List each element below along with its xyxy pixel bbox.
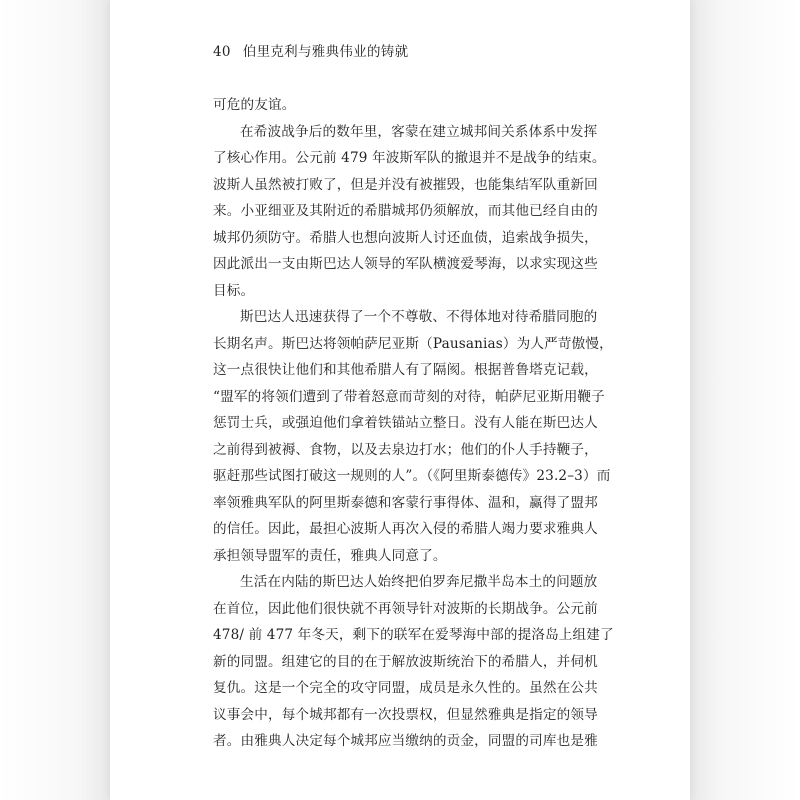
text-line: 可危的友谊。	[213, 97, 296, 113]
text-line: 在首位，因此他们很快就不再领导针对波斯的长期战争。公元前	[213, 600, 598, 617]
text-line: 城邦仍须防守。希腊人也想向波斯人讨还血债，追索战争损失，	[213, 229, 598, 246]
running-title: 伯里克利与雅典伟业的铸就	[242, 44, 409, 60]
text-line: 复仇。这是一个完全的攻守同盟，成员是永久性的。虽然在公共	[213, 680, 598, 696]
text-line: 新的同盟。组建它的目的在于解放波斯统治下的希腊人，并伺机	[213, 653, 598, 670]
text-line: 了核心作用。公元前 479 年波斯军队的撤退并不是战争的结束。	[213, 150, 606, 166]
running-header	[213, 40, 408, 60]
text-line: 目标。	[213, 282, 255, 299]
text-line: 承担领导盟军的责任，雅典人同意了。	[213, 547, 447, 564]
text-line: 议事会中，每个城邦都有一次投票权，但显然雅典是指定的领导	[213, 706, 598, 723]
page-number: 40	[213, 44, 231, 60]
text-line: 斯巴达人迅速获得了一个不尊敬、不得体地对待希腊同胞的	[240, 309, 598, 325]
text-line: 因此派出一支由斯巴达人领导的军队横渡爱琴海，以求实现这些	[213, 256, 598, 272]
text-line: “盟军的将领们遭到了带着怒意而苛刻的对待，帕萨尼亚斯用鞭子	[213, 388, 605, 405]
right-page-gutter	[690, 0, 800, 800]
text-line: 惩罚士兵，或强迫他们拿着铁锚站立整日。没有人能在斯巴达人	[213, 415, 598, 431]
text-line: 波斯人虽然被打败了，但是并没有被摧毁，也能集结军队重新回	[213, 176, 598, 193]
text-line: 来。小亚细亚及其附近的希腊城邦仍须解放，而其他已经自由的	[213, 203, 598, 219]
body-text	[213, 92, 614, 755]
text-line: 在希波战争后的数年里，客蒙在建立城邦间关系体系中发挥	[240, 123, 598, 140]
text-line: 长期名声。斯巴达将领帕萨尼亚斯（Pausanias）为人严苛傲慢，	[213, 335, 613, 352]
text-line: 生活在内陆的斯巴达人始终把伯罗奔尼撒半岛本土的问题放	[240, 574, 598, 590]
text-line: 的信任。因此，最担心波斯人再次入侵的希腊人竭力要求雅典人	[213, 521, 598, 537]
text-line: 之前得到被褥、食物，以及去泉边打水；他们的仆人手持鞭子，	[213, 441, 598, 458]
text-line: 率领雅典军队的阿里斯泰德和客蒙行事得体、温和，赢得了盟邦	[213, 494, 598, 511]
text-line: 者。由雅典人决定每个城邦应当缴纳的贡金，同盟的司库也是雅	[213, 733, 598, 749]
text-line: 这一点很快让他们和其他希腊人有了隔阂。根据普鲁塔克记载，	[213, 362, 598, 378]
text-line: 驱赶那些试图打破这一规则的人”。（《阿里斯泰德传》23.2–3）而	[213, 468, 611, 484]
left-page-gutter	[0, 0, 110, 800]
book-page	[110, 0, 690, 800]
text-line: 478/ 前 477 年冬天，剩下的联军在爱琴海中部的提洛岛上组建了	[213, 627, 614, 643]
